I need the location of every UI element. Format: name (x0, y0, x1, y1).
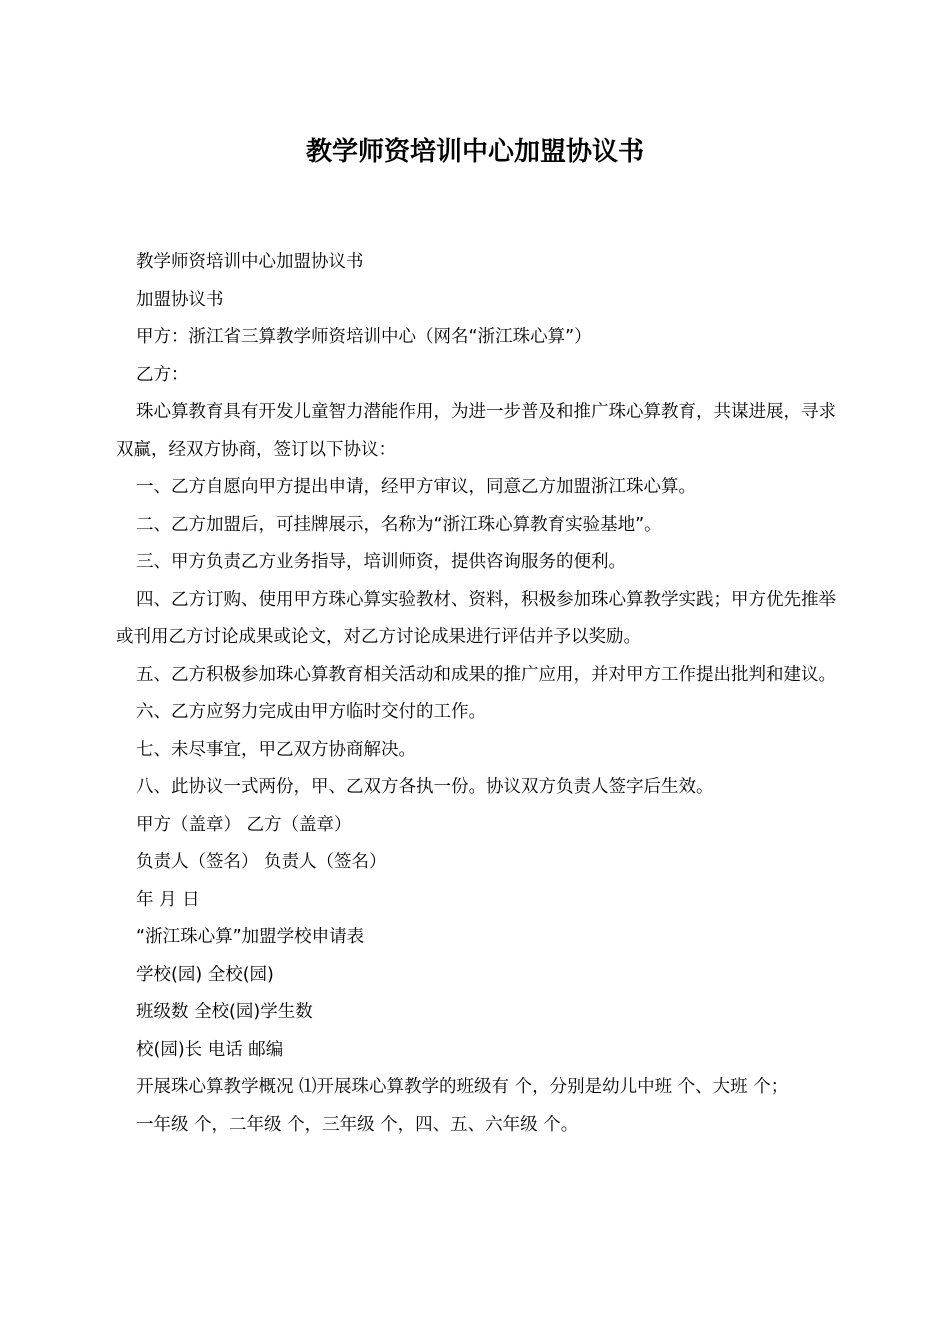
paragraph-form-school: 学校(园) 全校(园) (136, 964, 274, 985)
paragraph-form-overview: 开展珠心算教学概况 ⑴开展珠心算教学的班级有 个，分别是幼儿中班 个、大班 个； (136, 1077, 789, 1097)
paragraph-signatures: 负责人（签名） 负责人（签名） (136, 852, 387, 872)
paragraph-form-principal: 校(园)长 电话 邮编 (136, 1039, 284, 1060)
paragraph-party-a: 甲方：浙江省三算教学师资培训中心（网名“浙江珠心算”） (136, 327, 592, 347)
paragraph-form-title: “浙江珠心算”加盟学校申请表 (136, 927, 365, 947)
paragraph-preamble: 珠心算教育具有开发儿童智力潜能作用，为进一步普及和推广珠心算教育，共谋进展，寻求双赢，经双方协商，签订以下协议： (116, 402, 836, 460)
document-title: 教学师资培训中心加盟协议书 (305, 137, 644, 167)
paragraph-clause-8: 八、此协议一式两份，甲、乙双方各执一份。协议双方负责人签字后生效。 (136, 777, 714, 797)
paragraph-clause-2: 二、乙方加盟后，可挂牌展示，名称为“浙江珠心算教育实验基地”。 (136, 514, 662, 535)
paragraph-form-grades: 一年级 个，二年级 个，三年级 个，四、五、六年级 个。 (136, 1114, 579, 1135)
paragraph-clause-4: 四、乙方订购、使用甲方珠心算实验教材、资料，积极参加珠心算教学实践；甲方优先推举或刊用乙方讨论成果或论文，对乙方讨论成果进行评估并予以奖励。 (116, 589, 836, 647)
paragraph-clause-5: 五、乙方积极参加珠心算教育相关活动和成果的推广应用，并对甲方工作提出批判和建议。 (136, 664, 836, 685)
paragraph-date: 年 月 日 (136, 889, 200, 910)
document-body (116, 244, 836, 1144)
paragraph-clause-3: 三、甲方负责乙方业务指导，培训师资，提供咨询服务的便利。 (136, 552, 626, 572)
paragraph-subtitle: 加盟协议书 (136, 289, 224, 310)
paragraph-form-classes: 班级数 全校(园)学生数 (136, 1002, 313, 1022)
paragraph-party-b: 乙方： (136, 364, 189, 385)
paragraph-clause-6: 六、乙方应努力完成由甲方临时交付的工作。 (136, 702, 486, 722)
paragraph-clause-7: 七、未尽事宜，甲乙双方协商解决。 (136, 739, 416, 760)
paragraph-clause-1: 一、乙方自愿向甲方提出申请，经甲方审议，同意乙方加盟浙江珠心算。 (136, 477, 696, 497)
paragraph-seals: 甲方（盖章） 乙方（盖章） (136, 814, 352, 835)
paragraph-heading-repeat: 教学师资培训中心加盟协议书 (136, 252, 364, 272)
